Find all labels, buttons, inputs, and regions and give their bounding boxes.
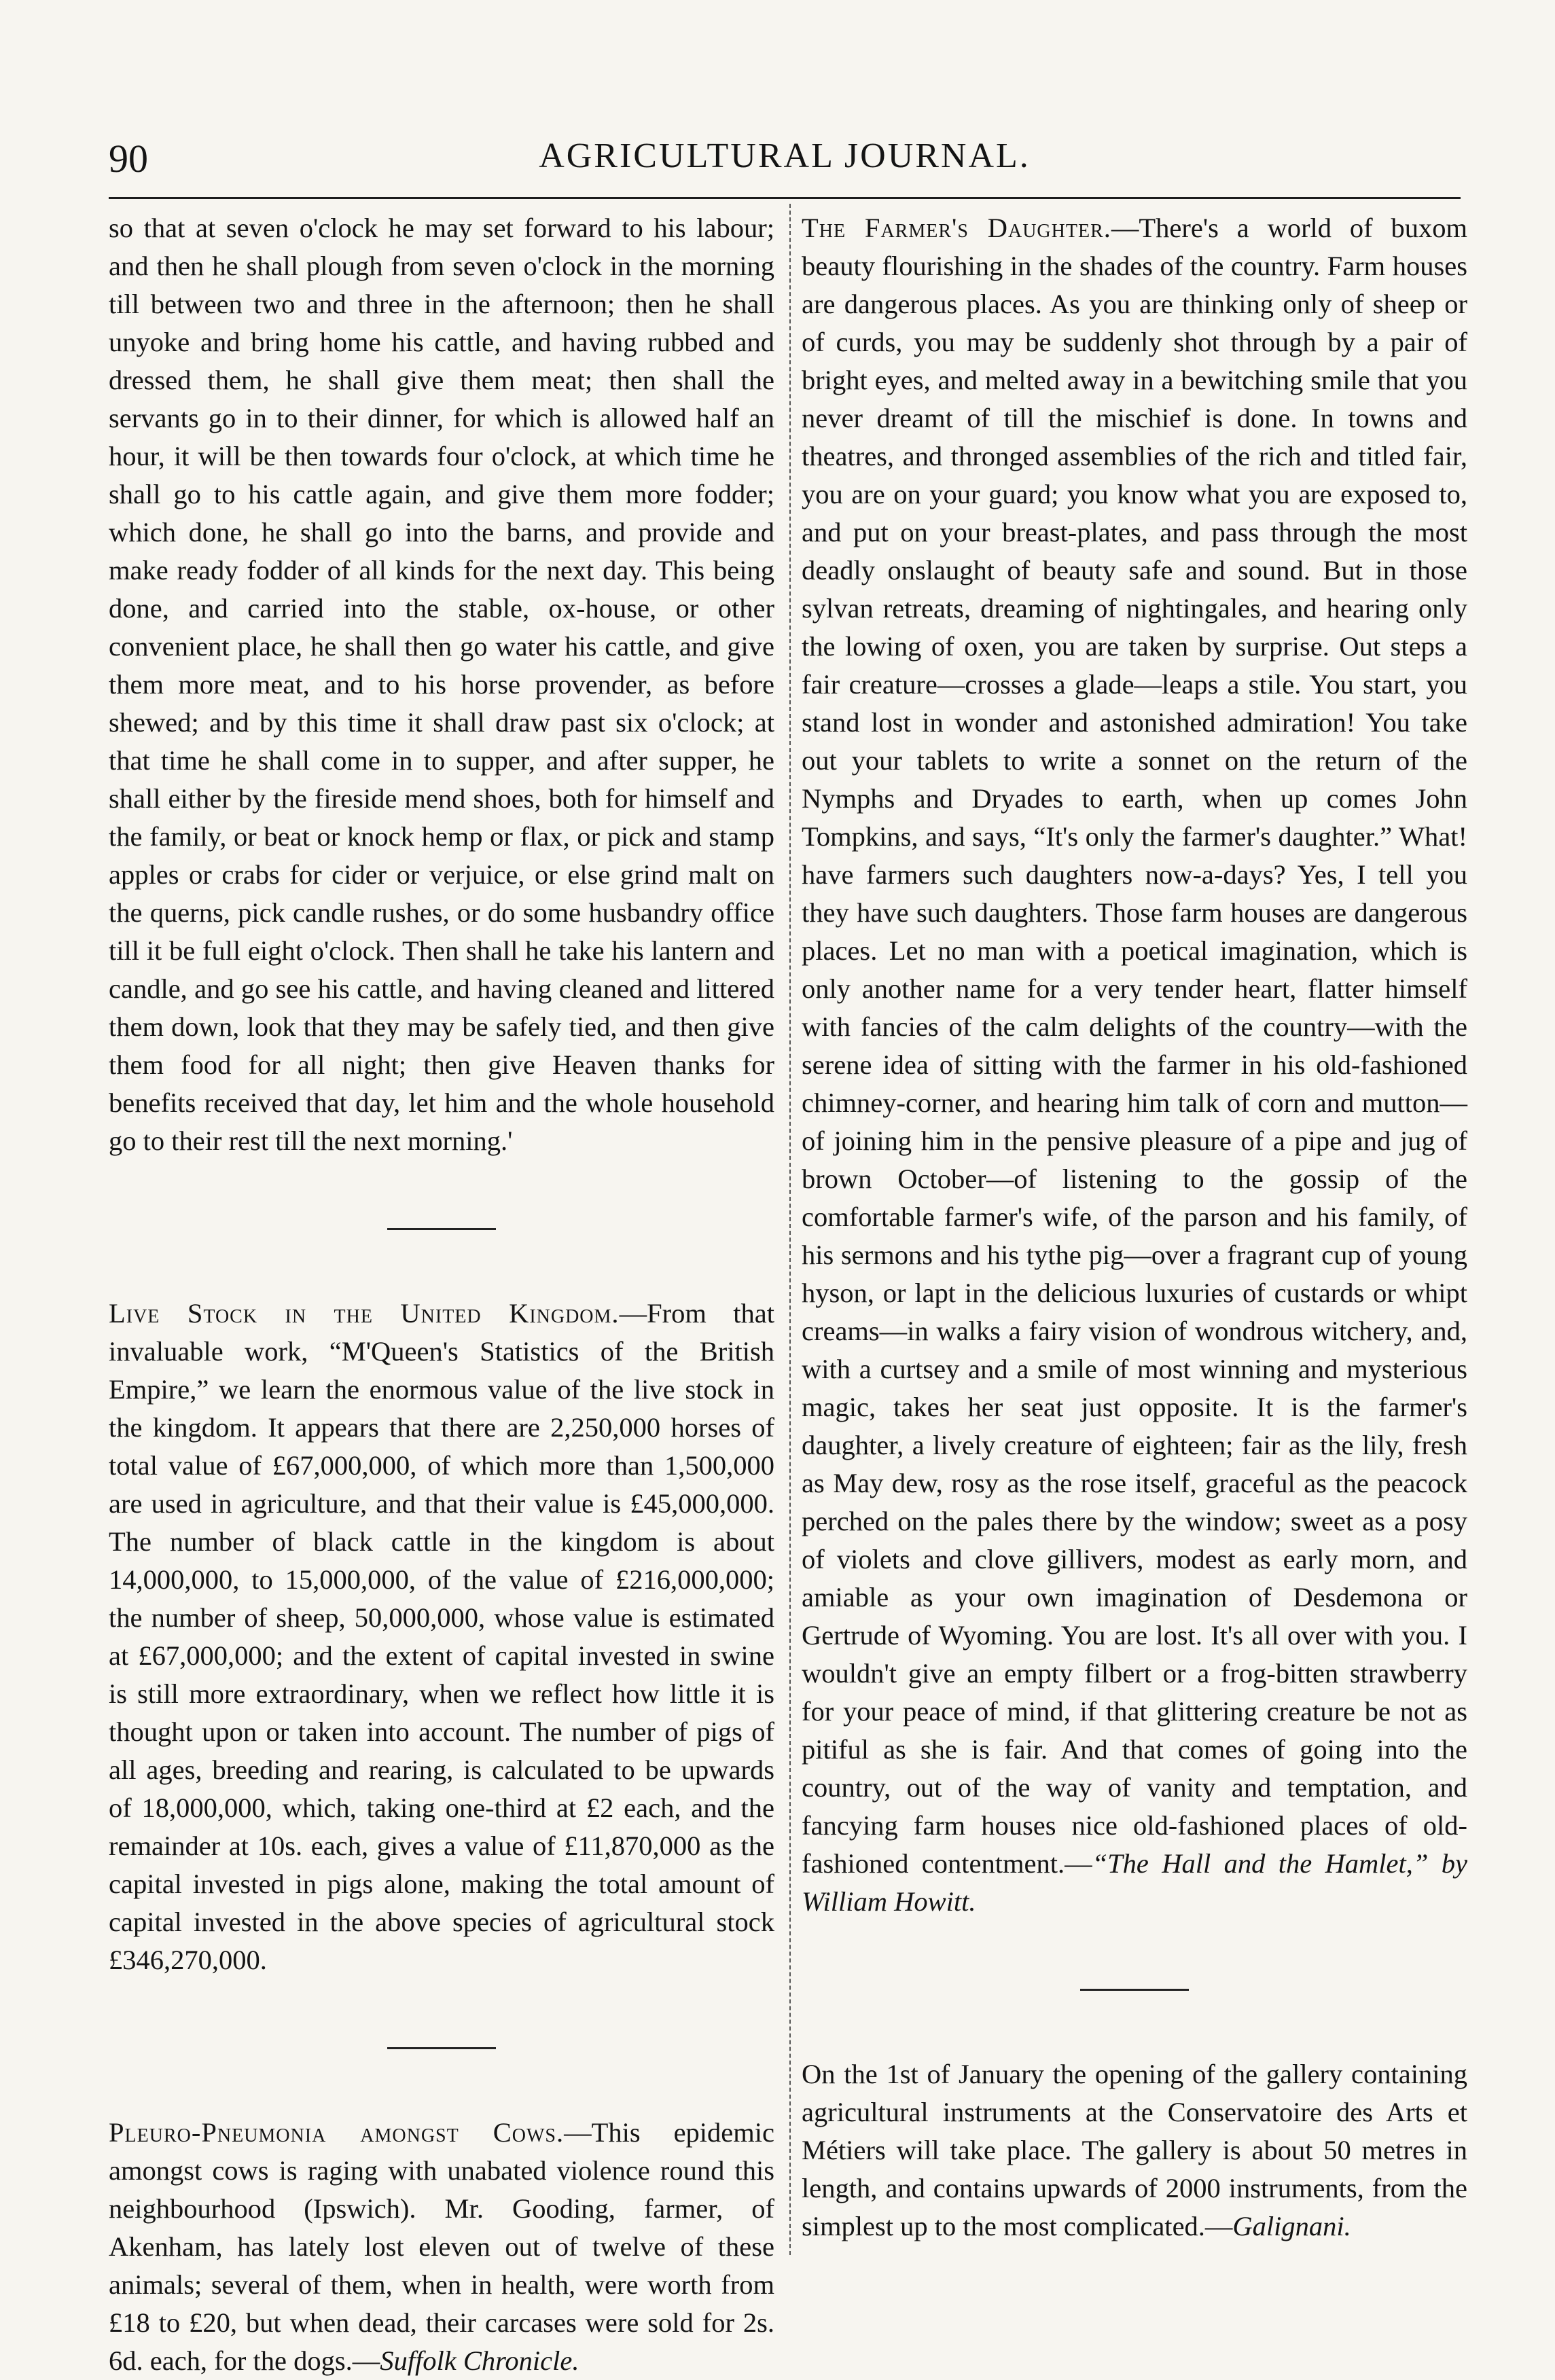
article-live-stock <box>109 1295 774 1979</box>
article-source: Suffolk Chronicle. <box>380 2345 579 2376</box>
article-separator <box>387 1228 496 1230</box>
article-source: Galignani. <box>1232 2211 1351 2241</box>
article-separator <box>1080 1989 1189 1991</box>
article-heading: Pleuro-Pneumonia amongst Cows. <box>109 2117 565 2148</box>
article-body: On the 1st of January the opening of the gallery containing agricultural instruments at the Conservatoire des Arts et Métiers will take place. The gallery is about 50 metres in length, and contains upwards of 2000 instruments, from the simplest up to the most complicated.— <box>802 2059 1467 2241</box>
article-separator <box>387 2047 496 2049</box>
article-heading: The Farmer's Daughter. <box>802 213 1111 243</box>
article-body: —This epidemic amongst cows is raging with unabated violence round this neighbourhood (Ipswich). Mr. Gooding, farmer, of Akenham, has lately lost eleven out of twelve of these animals; several of them, when in health, were worth from £18 to £20, but when dead, their carcases were sold for 2s. 6d. each, for the dogs.— <box>109 2117 774 2376</box>
column-divider <box>789 204 791 2255</box>
article-source: “The Hall and the Hamlet,” by William Howitt. <box>802 1848 1468 1917</box>
article-pleuro-pneumonia <box>109 2114 774 2380</box>
journal-title: AGRICULTURAL JOURNAL. <box>539 137 1031 175</box>
article-heading: Live Stock in the United Kingdom. <box>109 1298 620 1329</box>
page-header <box>109 136 1461 190</box>
article-conservatoire-gallery <box>802 2055 1467 2246</box>
article-body: —From that invaluable work, “M'Queen's Statistics of the British Empire,” we learn the enormous value of the live stock in the kingdom. It appears that there are 2,250,000 horses of total value of £67,000,000, of which more than 1,500,000 are used in agriculture, and that their value is £45,000,000. The number of black cattle in the kingdom is about 14,000,000, to 15,000,000, of the value of £216,000,000; the number of sheep, 50,000,000, whose value is estimated at £67,000,000; and the extent of capital invested in swine is still more extraordinary, when we reflect how little it is thought upon or taken into account. The number of pigs of all ages, breeding and rearing, is calculated to be upwards of 18,000,000, which, taking one-third at £2 each, and the remainder at 10s. each, gives a value of £11,870,000 as the capital invested in pigs alone, making the total amount of capital invested in the above species of agricultural stock £346,270,000. <box>109 1298 775 1975</box>
article-farm-labour-continued: so that at seven o'clock he may set forward to his labour; and then he shall plough from seven o'clock in the morning till between two and three in the afternoon; then he shall unyoke and bring home his cattle, and having rubbed and dressed them, he shall give them meat; then shall the servants go in to their dinner, for which is allowed half an hour, it will be then towards four o'clock, at which time he shall go to his cattle again, and give them more fodder; which done, he shall go into the barns, and provide and make ready fodder of all kinds for the next day. This being done, and carried into the stable, ox-house, or other convenient place, he shall then go water his cattle, and give them more meat, and to his horse provender, as before shewed; and by this time it shall draw past six o'clock; at that time he shall come in to supper, and after supper, he shall either by the fireside mend shoes, both for himself and the family, or beat or knock hemp or flax, or pick and stamp apples or crabs for cider or verjuice, or else grind malt on the querns, pick candle rushes, or do some husbandry office till it be full eight o'clock. Then shall he take his lantern and candle, and go see his cattle, and having cleaned and littered them down, look that they may be safely tied, and then give them food for all night; then give Heaven thanks for benefits received that day, let him and the whole household go to their rest till the next morning.' <box>109 213 774 1156</box>
page-number: 90 <box>109 137 148 181</box>
article-body: —There's a world of buxom beauty flourishing in the shades of the country. Farm houses are dangerous places. As you are thinking only of sheep or of curds, you may be suddenly shot through by a pair of bright eyes, and melted away in a bewitching smile that you never dreamt of till the mischief is done. In towns and theatres, and thronged assemblies of the rich and titled fair, you are on your guard; you know what you are exposed to, and put on your breast-plates, and pass through the most deadly onslaught of beauty safe and sound. But in those sylvan retreats, dreaming of nightingales, and hearing only the lowing of oxen, you are taken by surprise. Out steps a fair creature—crosses a glade—leaps a stile. You start, you stand lost in wonder and astonished admiration! You take out your tablets to write a sonnet on the return of the Nymphs and Dryades to earth, when up comes John Tompkins, and says, “It's only the farmer's daughter.” What! have farmers such daughters now-a-days? Yes, I tell you they have such daughters. Those farm houses are dangerous places. Let no man with a poetical imagination, which is only another name for a very tender heart, flatter himself with fancies of the calm delights of the country—with the serene idea of sitting with the farmer in his old-fashioned chimney-corner, and hearing him talk of corn and mutton—of joining him in the pensive pleasure of a pipe and jug of brown October—of listening to the gossip of the comfortable farmer's wife, of the parson and his family, of his sermons and his tythe pig—over a fragrant cup of young hyson, or lapt in the delicious luxuries of custards or whipt creams—in walks a fairy vision of wondrous witchery, and, with a curtsey and a smile of most winning and mysterious magic, takes her seat just opposite. It is the farmer's daughter, a lively creature of eighteen; fair as the lily, fresh as May dew, rosy as the rose itself, graceful as the peacock perched on the pales there by the window; sweet as a posy of violets and clove gillivers, modest as early morn, and amiable as your own imagination of Desdemona or Gertrude of Wyoming. You are lost. It's all over with you. I wouldn't give an empty filbert or a frog-bitten strawberry for your peace of mind, if that glittering creature be not as pitiful as she is fair. And that comes of going into the country, out of the way of vanity and temptation, and fancying farm houses nice old-fashioned places of old-fashioned contentment.— <box>802 213 1468 1879</box>
left-column <box>109 209 774 2380</box>
right-column <box>802 209 1467 2246</box>
header-rule <box>109 197 1461 199</box>
article-farmers-daughter <box>802 209 1467 1921</box>
